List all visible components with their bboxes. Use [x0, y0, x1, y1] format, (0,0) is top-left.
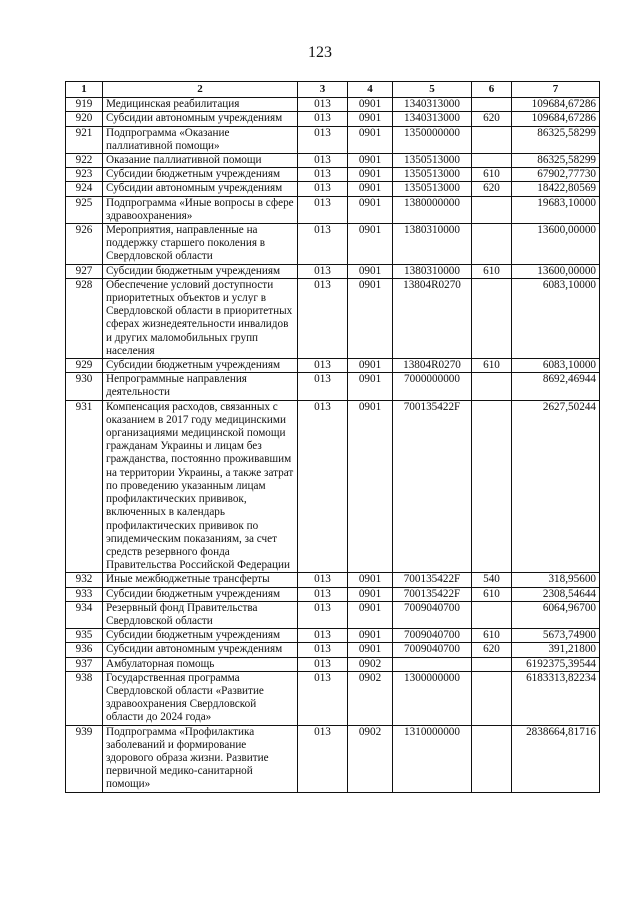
row-code-expense-type: [472, 126, 512, 153]
table-row: [66, 278, 600, 358]
row-name: Иные межбюджетные трансферты: [103, 573, 298, 587]
row-amount: 86325,58299: [512, 126, 600, 153]
row-amount: 8692,46944: [512, 373, 600, 400]
table-row: [66, 224, 600, 265]
row-amount: 67902,77730: [512, 168, 600, 182]
column-header: 2: [103, 82, 298, 98]
row-code-expense-type: [472, 657, 512, 671]
row-number: 920: [66, 112, 103, 126]
row-number: 921: [66, 126, 103, 153]
table-row: [66, 587, 600, 601]
row-code-section: 0901: [348, 643, 393, 657]
row-number: 925: [66, 196, 103, 223]
row-number: 919: [66, 98, 103, 112]
row-code-ministry: 013: [298, 98, 348, 112]
row-code-expense-type: 620: [472, 112, 512, 126]
row-amount: 19683,10000: [512, 196, 600, 223]
row-code-section: 0902: [348, 725, 393, 792]
row-code-target: 700135422F: [393, 400, 472, 573]
row-number: 924: [66, 182, 103, 196]
row-number: 928: [66, 278, 103, 358]
row-number: 930: [66, 373, 103, 400]
row-code-section: 0901: [348, 196, 393, 223]
row-code-target: 1340313000: [393, 112, 472, 126]
column-header: 6: [472, 82, 512, 98]
row-code-target: 13804R0270: [393, 359, 472, 373]
row-amount: 5673,74900: [512, 629, 600, 643]
row-amount: 2627,50244: [512, 400, 600, 573]
row-code-ministry: 013: [298, 278, 348, 358]
row-code-section: 0901: [348, 168, 393, 182]
row-amount: 6083,10000: [512, 278, 600, 358]
row-code-ministry: 013: [298, 587, 348, 601]
table-row: [66, 126, 600, 153]
row-number: 936: [66, 643, 103, 657]
row-name: Субсидии бюджетным учреждениям: [103, 359, 298, 373]
row-code-target: 7009040700: [393, 643, 472, 657]
row-amount: 318,95600: [512, 573, 600, 587]
row-code-expense-type: [472, 400, 512, 573]
row-name: Компенсация расходов, связанных с оказанием в 2017 году медицинскими организациями медицинской помощи гражданам Украины и лицам без гражданства, постоянно проживавшим на территории Украины, а также затрат по проведению указанным лицам профилактических прививок, включенных в календарь профилактических прививок по эпидемическим показаниям, за счет средств резервного фонда Правительства Российской Федерации: [103, 400, 298, 573]
row-code-expense-type: [472, 224, 512, 265]
row-name: Медицинская реабилитация: [103, 98, 298, 112]
row-code-section: 0901: [348, 98, 393, 112]
row-code-target: 7009040700: [393, 629, 472, 643]
row-name: Непрограммные направления деятельности: [103, 373, 298, 400]
row-code-expense-type: [472, 671, 512, 725]
row-amount: 109684,67286: [512, 112, 600, 126]
row-code-target: 1350000000: [393, 126, 472, 153]
row-code-section: 0901: [348, 224, 393, 265]
row-amount: 13600,00000: [512, 224, 600, 265]
row-amount: 6083,10000: [512, 359, 600, 373]
row-code-expense-type: [472, 154, 512, 168]
row-code-section: 0901: [348, 182, 393, 196]
row-number: 939: [66, 725, 103, 792]
row-code-expense-type: 610: [472, 168, 512, 182]
row-name: Субсидии бюджетным учреждениям: [103, 168, 298, 182]
row-code-target: 7000000000: [393, 373, 472, 400]
row-code-target: 700135422F: [393, 587, 472, 601]
row-code-section: 0901: [348, 264, 393, 278]
row-code-target: [393, 657, 472, 671]
row-number: 927: [66, 264, 103, 278]
row-code-ministry: 013: [298, 601, 348, 628]
table-row: [66, 400, 600, 573]
row-amount: 6183313,82234: [512, 671, 600, 725]
row-name: Государственная программа Свердловской области «Развитие здравоохранения Свердловской области до 2024 года»: [103, 671, 298, 725]
row-code-expense-type: 540: [472, 573, 512, 587]
column-header: 3: [298, 82, 348, 98]
row-name: Мероприятия, направленные на поддержку старшего поколения в Свердловской области: [103, 224, 298, 265]
table-row: [66, 657, 600, 671]
row-name: Субсидии бюджетным учреждениям: [103, 264, 298, 278]
row-name: Подпрограмма «Иные вопросы в сфере здравоохранения»: [103, 196, 298, 223]
row-code-ministry: 013: [298, 168, 348, 182]
row-code-ministry: 013: [298, 359, 348, 373]
column-header: 1: [66, 82, 103, 98]
row-code-section: 0901: [348, 112, 393, 126]
row-code-target: 1340313000: [393, 98, 472, 112]
row-code-section: 0901: [348, 573, 393, 587]
row-code-ministry: 013: [298, 373, 348, 400]
row-code-section: 0901: [348, 587, 393, 601]
row-code-expense-type: [472, 278, 512, 358]
row-code-target: 1380310000: [393, 264, 472, 278]
column-header: 7: [512, 82, 600, 98]
row-code-ministry: 013: [298, 573, 348, 587]
table-row: [66, 373, 600, 400]
row-code-section: 0902: [348, 657, 393, 671]
row-code-ministry: 013: [298, 643, 348, 657]
row-name: Субсидии автономным учреждениям: [103, 643, 298, 657]
row-number: 922: [66, 154, 103, 168]
row-code-ministry: 013: [298, 224, 348, 265]
row-code-expense-type: [472, 196, 512, 223]
row-amount: 18422,80569: [512, 182, 600, 196]
budget-table: [65, 81, 600, 793]
row-name: Оказание паллиативной помощи: [103, 154, 298, 168]
row-code-target: 700135422F: [393, 573, 472, 587]
row-name: Подпрограмма «Профилактика заболеваний и формирование здорового образа жизни. Развитие первичной медико-санитарной помощи»: [103, 725, 298, 792]
row-code-expense-type: [472, 601, 512, 628]
row-code-target: 1380310000: [393, 224, 472, 265]
row-name: Амбулаторная помощь: [103, 657, 298, 671]
column-header: 4: [348, 82, 393, 98]
table-row: [66, 168, 600, 182]
row-code-expense-type: [472, 725, 512, 792]
row-code-target: 1300000000: [393, 671, 472, 725]
table-row: [66, 264, 600, 278]
row-code-ministry: 013: [298, 629, 348, 643]
row-code-section: 0901: [348, 126, 393, 153]
row-code-section: 0901: [348, 278, 393, 358]
row-name: Субсидии бюджетным учреждениям: [103, 587, 298, 601]
row-amount: 2308,54644: [512, 587, 600, 601]
row-amount: 13600,00000: [512, 264, 600, 278]
row-number: 935: [66, 629, 103, 643]
row-amount: 86325,58299: [512, 154, 600, 168]
row-name: Субсидии бюджетным учреждениям: [103, 629, 298, 643]
row-number: 923: [66, 168, 103, 182]
row-number: 937: [66, 657, 103, 671]
row-code-section: 0901: [348, 373, 393, 400]
row-amount: 6192375,39544: [512, 657, 600, 671]
row-number: 929: [66, 359, 103, 373]
row-code-ministry: 013: [298, 182, 348, 196]
table-row: [66, 671, 600, 725]
row-code-ministry: 013: [298, 264, 348, 278]
row-code-section: 0901: [348, 359, 393, 373]
row-code-target: 1350513000: [393, 182, 472, 196]
row-code-expense-type: 610: [472, 359, 512, 373]
page-number: 123: [308, 44, 332, 61]
row-code-target: 1380000000: [393, 196, 472, 223]
row-code-target: 7009040700: [393, 601, 472, 628]
row-number: 933: [66, 587, 103, 601]
table-row: [66, 725, 600, 792]
table-row: [66, 98, 600, 112]
row-code-section: 0901: [348, 400, 393, 573]
row-code-ministry: 013: [298, 657, 348, 671]
table-row: [66, 359, 600, 373]
row-number: 932: [66, 573, 103, 587]
row-code-ministry: 013: [298, 126, 348, 153]
row-amount: 391,21800: [512, 643, 600, 657]
row-amount: 6064,96700: [512, 601, 600, 628]
row-code-target: 1350513000: [393, 168, 472, 182]
table-row: [66, 629, 600, 643]
row-name: Подпрограмма «Оказание паллиативной помощи»: [103, 126, 298, 153]
row-code-expense-type: 610: [472, 629, 512, 643]
table-row: [66, 643, 600, 657]
row-code-expense-type: 610: [472, 264, 512, 278]
row-code-section: 0901: [348, 154, 393, 168]
table-header-row: [66, 82, 600, 98]
row-name: Субсидии автономным учреждениям: [103, 112, 298, 126]
row-name: Субсидии автономным учреждениям: [103, 182, 298, 196]
row-number: 938: [66, 671, 103, 725]
row-number: 926: [66, 224, 103, 265]
row-code-expense-type: [472, 373, 512, 400]
row-code-section: 0902: [348, 671, 393, 725]
row-code-section: 0901: [348, 601, 393, 628]
row-code-target: 13804R0270: [393, 278, 472, 358]
row-number: 931: [66, 400, 103, 573]
row-code-target: 1350513000: [393, 154, 472, 168]
column-header: 5: [393, 82, 472, 98]
table-row: [66, 196, 600, 223]
row-amount: 109684,67286: [512, 98, 600, 112]
table-row: [66, 182, 600, 196]
row-code-ministry: 013: [298, 154, 348, 168]
row-code-expense-type: [472, 98, 512, 112]
row-code-ministry: 013: [298, 112, 348, 126]
row-code-ministry: 013: [298, 725, 348, 792]
row-name: Резервный фонд Правительства Свердловской области: [103, 601, 298, 628]
row-code-section: 0901: [348, 629, 393, 643]
row-code-expense-type: 620: [472, 182, 512, 196]
table-row: [66, 112, 600, 126]
row-amount: 2838664,81716: [512, 725, 600, 792]
row-name: Обеспечение условий доступности приоритетных объектов и услуг в Свердловской области в приоритетных сферах жизнедеятельности инвалидов и других маломобильных групп населения: [103, 278, 298, 358]
row-code-expense-type: 610: [472, 587, 512, 601]
table-row: [66, 601, 600, 628]
row-code-target: 1310000000: [393, 725, 472, 792]
row-code-ministry: 013: [298, 196, 348, 223]
table-row: [66, 573, 600, 587]
row-code-expense-type: 620: [472, 643, 512, 657]
row-number: 934: [66, 601, 103, 628]
row-code-ministry: 013: [298, 400, 348, 573]
row-code-ministry: 013: [298, 671, 348, 725]
table-row: [66, 154, 600, 168]
